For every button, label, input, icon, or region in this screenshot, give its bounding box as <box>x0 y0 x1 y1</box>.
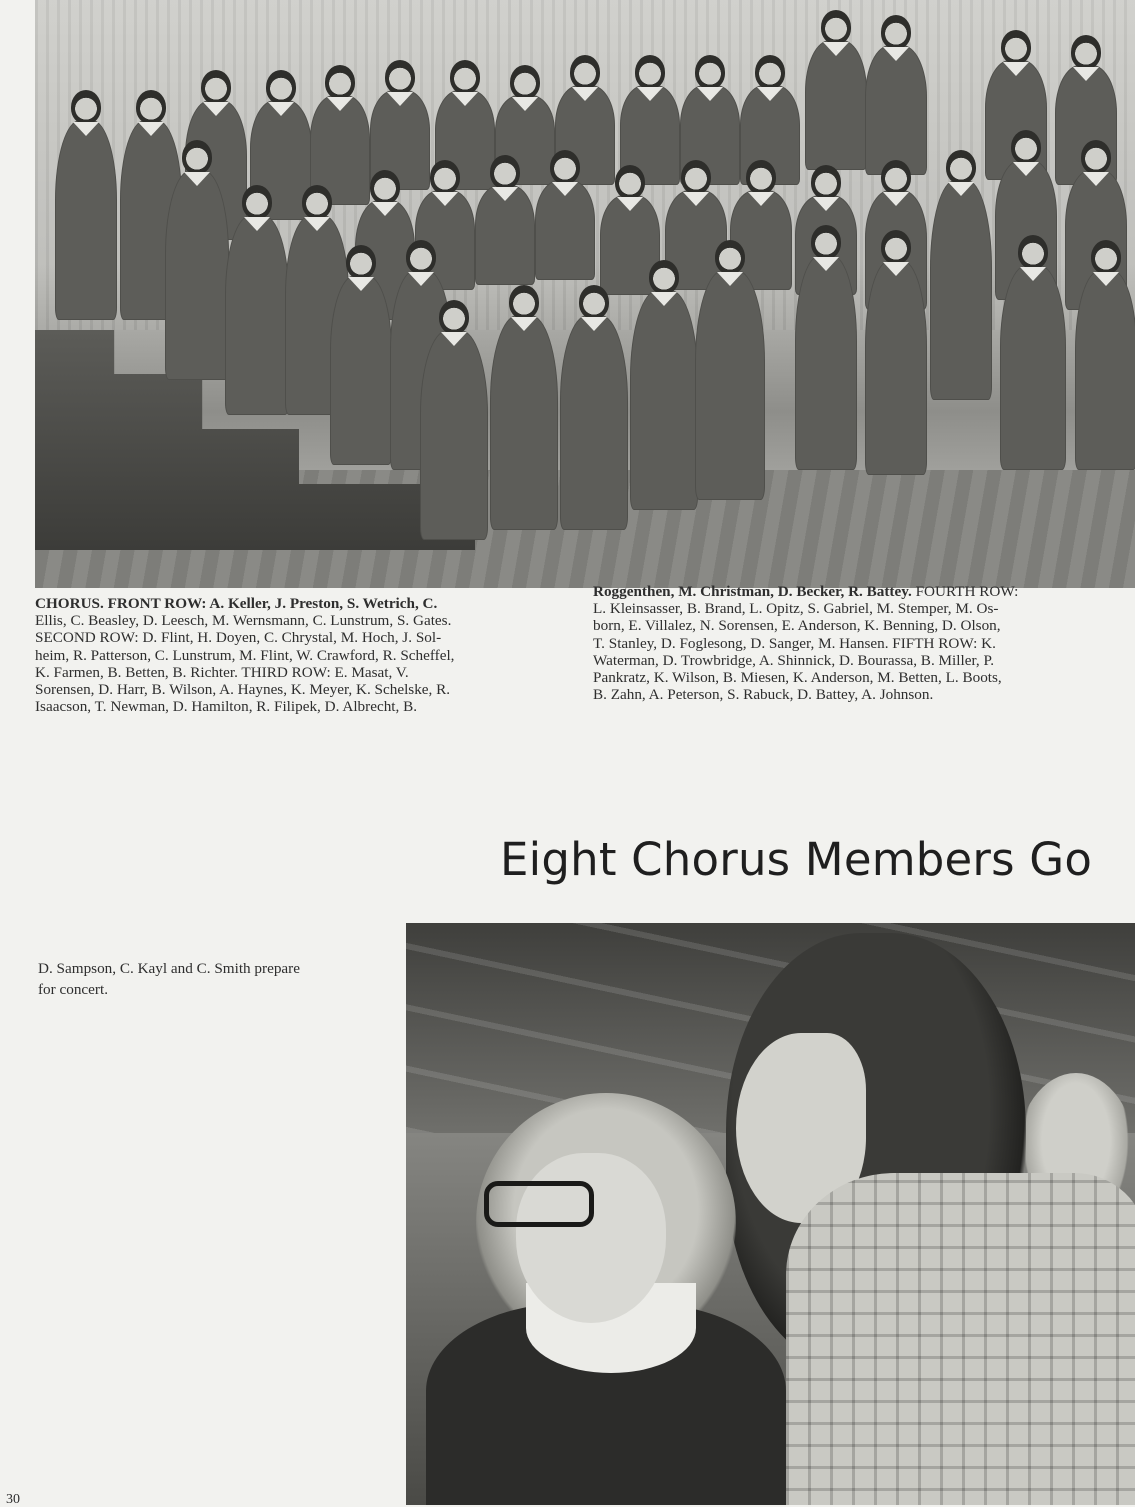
caption-right-lead: Roggenthen, M. Christman, D. Becker, R. Battey. <box>593 583 912 600</box>
chorus-group-photo <box>35 0 1135 588</box>
caption-right-line: B. Zahn, A. Peterson, S. Rabuck, D. Battey, A. Johnson. <box>593 686 934 704</box>
caption-left-column <box>35 595 550 715</box>
caption-right-line: Waterman, D. Trowbridge, A. Shinnick, D. Bourassa, B. Miller, P. <box>593 651 995 669</box>
caption-left-line: Sorensen, D. Harr, B. Wilson, A. Haynes, K. Meyer, K. Schelske, R. <box>35 681 451 699</box>
caption-left-line: heim, R. Patterson, C. Lunstrum, M. Flint, W. Crawford, R. Scheffel, <box>35 646 455 664</box>
caption-right-lead-rest: FOURTH ROW: <box>911 583 1019 600</box>
caption-left-line: SECOND ROW: D. Flint, H. Doyen, C. Chrystal, M. Hoch, J. Sol- <box>35 629 442 647</box>
page-headline: Eight Chorus Members Go <box>500 833 1093 886</box>
photo-caption-line: for concert. <box>38 981 108 998</box>
right-girl-plaid-jacket <box>786 1173 1135 1505</box>
glasses-icon <box>484 1181 594 1227</box>
caption-right-line: L. Kleinsasser, B. Brand, L. Opitz, S. Gabriel, M. Stemper, M. Os- <box>593 600 999 618</box>
choir-members <box>35 0 1135 588</box>
caption-left-line: Isaacson, T. Newman, D. Hamilton, R. Filipek, D. Albrecht, B. <box>35 698 418 716</box>
caption-right-line: T. Stanley, D. Foglesong, D. Sanger, M. Hansen. FIFTH ROW: K. <box>593 634 996 652</box>
photo-caption <box>38 958 368 1000</box>
photo-caption-line: D. Sampson, C. Kayl and C. Smith prepare <box>38 960 300 977</box>
caption-left-line: Ellis, C. Beasley, D. Leesch, M. Wernsmann, C. Lunstrum, S. Gates. <box>35 612 452 630</box>
three-girls-photo <box>406 923 1135 1505</box>
caption-left-lead: CHORUS. FRONT ROW: A. Keller, J. Preston, S. Wetrich, C. <box>35 595 438 612</box>
page-number: 30 <box>6 1492 20 1507</box>
caption-right-line: Pankratz, K. Wilson, B. Miesen, K. Anderson, M. Betten, L. Boots, <box>593 669 1002 687</box>
caption-right-column <box>593 583 1093 703</box>
left-girl-face <box>516 1153 666 1323</box>
caption-left-line: K. Farmen, B. Betten, B. Richter. THIRD ROW: E. Masat, V. <box>35 663 409 681</box>
caption-right-line: born, E. Villalez, N. Sorensen, E. Anderson, K. Benning, D. Olson, <box>593 617 1001 635</box>
